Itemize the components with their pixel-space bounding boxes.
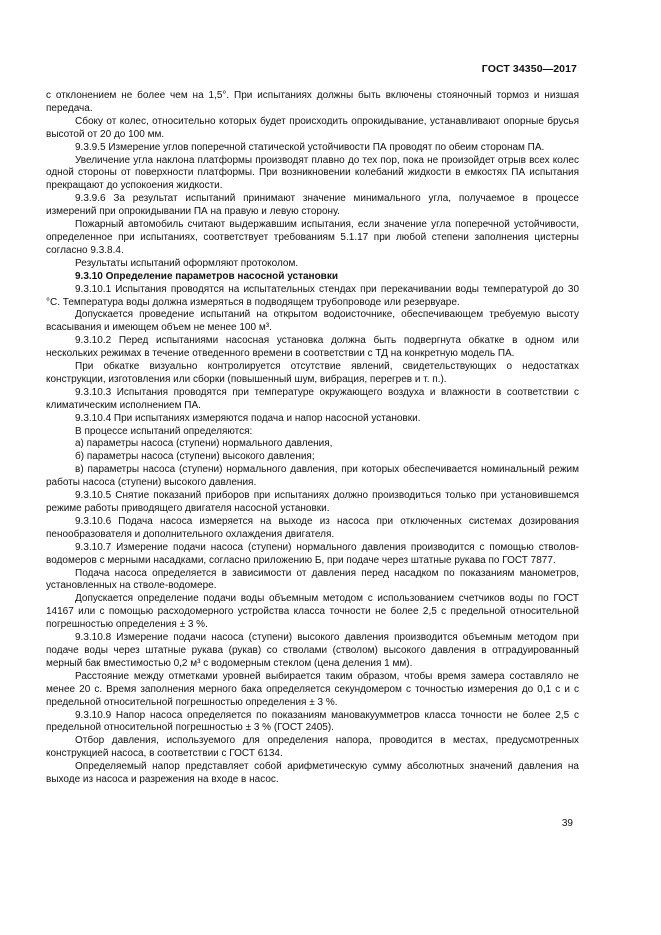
section-heading: 9.3.10 Определение параметров насосной установки bbox=[75, 270, 338, 282]
page-number: 39 bbox=[561, 818, 573, 829]
list-item: а) параметры насоса (ступени) нормального давления, bbox=[75, 438, 333, 450]
paragraph: При обкатке визуально контролируется отсутствие явлений, свидетельствующих о недостатках конструкции, изготовления или сборки (повышенный шум, вибрация, перегрев и т. п.). bbox=[46, 361, 579, 385]
list-item: в) параметры насоса (ступени) нормального давления, при которых обеспечивается номинальный режим работы насоса (ступени) высокого давления. bbox=[46, 464, 579, 489]
list-item: б) параметры насоса (ступени) высокого давления; bbox=[75, 451, 315, 463]
paragraph: Допускается проведение испытаний на открытом водоисточнике, обеспечивающем требуемую высоту всасывания и имеющем объем не менее 100 м³. bbox=[46, 309, 579, 334]
paragraph: Расстояние между отметками уровней выбирается таким образом, чтобы время замера составляло не менее 20 с. Время заполнения мерного бака определяется секундомером с точностью измерения до 0,1 с и с предельной относительной погрешностью определения ± 3 %. bbox=[46, 670, 579, 708]
paragraph: Подача насоса определяется в зависимости от давления перед насадком по показаниям манометров, установленных на стволе-водомере. bbox=[46, 567, 579, 592]
paragraph: Результаты испытаний оформляют протоколом. bbox=[75, 257, 299, 269]
paragraph: 9.3.10.5 Снятие показаний приборов при испытаниях должно производиться только при установившемся режиме работы приводящего двигателя насосной установки. bbox=[46, 490, 579, 514]
paragraph: Сбоку от колес, относительно которых будет происходить опрокидывание, устанавливают опорные брусья высотой от 20 до 100 мм. bbox=[46, 115, 579, 140]
paragraph: с отклонением не более чем на 1,5°. При испытаниях должны быть включены стояночный тормоз и низшая передача. bbox=[46, 90, 579, 114]
paragraph: Пожарный автомобиль считают выдержавшим испытания, если значение угла поперечной устойчивости, определенное при испытаниях, соответствует требованиям 5.1.17 при любой степени заполнения цистерны согласно 9.3.8.4. bbox=[46, 219, 579, 256]
paragraph: Увеличение угла наклона платформы производят плавно до тех пор, пока не произойдет отрыв всех колес одной стороны от поверхности платформы. При возникновении колебаний жидкости в емкостях ПА испытания прекращают до успокоения жидкости. bbox=[46, 154, 579, 192]
paragraph: 9.3.10.2 Перед испытаниями насосная установка должна быть подвергнута обкатке в одном или нескольких режимах в течение отведенного времени в соответствии с ТД на конкретную модель ПА. bbox=[46, 335, 579, 360]
document-code-header: ГОСТ 34350—2017 bbox=[481, 63, 577, 75]
paragraph: 9.3.10.7 Измерение подачи насоса (ступени) нормального давления производится с помощью стволов-водомеров с мерными насадками, согласно приложению Б, при подаче через штатные рукава по ГОСТ 7877. bbox=[46, 541, 579, 566]
paragraph: 9.3.10.6 Подача насоса измеряется на выходе из насоса при отключенных системах дозирования пенообразователя и дополнительного охлаждения двигателя. bbox=[46, 515, 579, 540]
paragraph: Допускается определение подачи воды объемным методом с использованием счетчиков воды по ГОСТ 14167 или с помощью расходомерного устройства класса точности не более 2,5 с предельной относительной погрешностью определения ± 3 %. bbox=[46, 593, 579, 631]
paragraph: Определяемый напор представляет собой арифметическую сумму абсолютных значений давления на выходе из насоса и разрежения на входе в насос. bbox=[46, 761, 579, 786]
paragraph: 9.3.10.1 Испытания проводятся на испытательных стендах при перекачивании воды температурой до 30 °С. Температура воды должна измеряться в подводящем трубопроводе или резервуаре. bbox=[46, 283, 579, 308]
paragraph: 9.3.10.8 Измерение подачи насоса (ступени) высокого давления производится объемным методом при подаче воды через штатные рукава (рукав) со стволами (стволом) высокого давления в отградуированный мерный бак вместимостью 0,2 м³ с водомерным стеклом (цена деления 1 мм). bbox=[46, 632, 579, 669]
document-body bbox=[46, 90, 579, 787]
paragraph: 9.3.10.9 Напор насоса определяется по показаниям мановакуумметров класса точности не более 2,5 с предельной относительной погрешностью ± 3 % (ГОСТ 2405). bbox=[46, 709, 579, 734]
paragraph: Отбор давления, используемого для определения напора, проводится в местах, предусмотренных конструкцией насоса, в соответствии с ГОСТ 6134. bbox=[46, 735, 579, 760]
paragraph: 9.3.9.5 Измерение углов поперечной статической устойчивости ПА проводят по обеим сторонам ПА. bbox=[75, 141, 545, 153]
paragraph: 9.3.9.6 За результат испытаний принимают значение минимального угла, получаемое в процессе измерений при опрокидывании ПА на правую и левую сторону. bbox=[46, 193, 579, 218]
paragraph: 9.3.10.3 Испытания проводятся при температуре окружающего воздуха и влажности в соответствии с климатическим исполнением ПА. bbox=[46, 386, 579, 411]
paragraph: В процессе испытаний определяются: bbox=[75, 425, 253, 437]
paragraph: 9.3.10.4 При испытаниях измеряются подача и напор насосной установки. bbox=[75, 412, 421, 424]
